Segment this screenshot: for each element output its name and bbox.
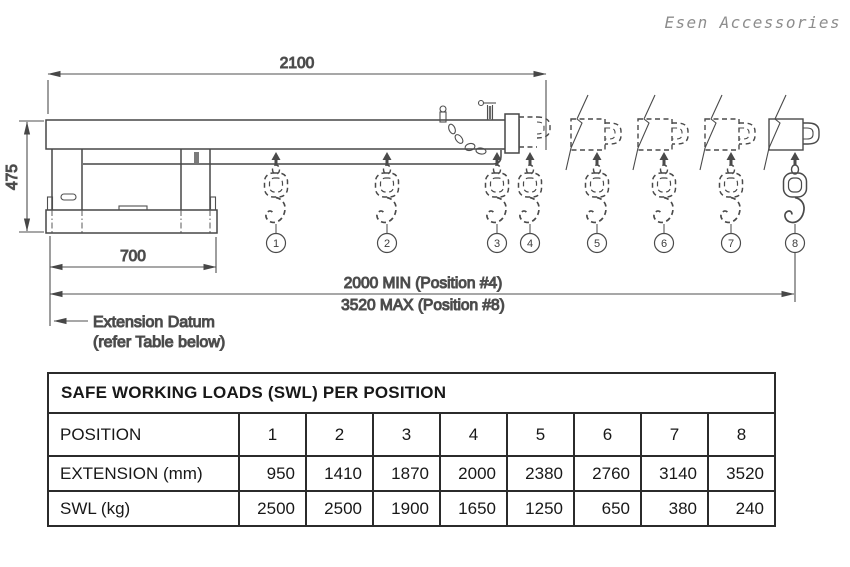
boom-inner-tube-line — [83, 150, 501, 164]
boom-collar — [505, 114, 519, 153]
position-balloons — [267, 234, 805, 253]
datum-label-line2: (refer Table below) — [93, 334, 226, 351]
table-cell: 240 — [708, 491, 775, 526]
position-balloon — [267, 234, 286, 253]
extension-datum-callout — [54, 314, 225, 351]
table-cell: 1410 — [306, 456, 373, 491]
dimension-height — [4, 121, 44, 232]
dim-label-700: 700 — [120, 248, 146, 265]
table-cell: 2500 — [306, 491, 373, 526]
hook-icon — [784, 152, 807, 233]
dimension-base-width — [50, 236, 216, 326]
svg-text:4: 4 — [526, 238, 534, 250]
dim-label-min: 2000 MIN (Position #4) — [343, 275, 503, 292]
table-cell: 2500 — [239, 491, 306, 526]
dim-label-max: 3520 MAX (Position #8) — [341, 297, 505, 314]
position-balloon — [488, 234, 507, 253]
svg-text:7: 7 — [727, 238, 735, 250]
svg-text:3: 3 — [493, 238, 501, 250]
table-row — [48, 413, 775, 456]
row-label: SWL (kg) — [48, 491, 239, 526]
table-cell: 1250 — [507, 491, 574, 526]
hook-icon — [586, 152, 609, 233]
position-balloon — [786, 234, 805, 253]
carriage-base — [46, 149, 217, 233]
table-title-row — [48, 373, 775, 413]
swl-table-rows — [48, 373, 775, 526]
table-cell: 380 — [641, 491, 708, 526]
svg-text:8: 8 — [791, 238, 799, 250]
position-balloon — [655, 234, 674, 253]
row-label: EXTENSION (mm) — [48, 456, 239, 491]
table-cell: 3520 — [708, 456, 775, 491]
table-title: SAFE WORKING LOADS (SWL) PER POSITION — [48, 373, 775, 413]
row-label: POSITION — [48, 413, 239, 456]
table-cell: 6 — [574, 413, 641, 456]
table-cell: 3140 — [641, 456, 708, 491]
dimension-min-max-extension — [50, 253, 795, 314]
table-cell: 5 — [507, 413, 574, 456]
position-balloon — [378, 234, 397, 253]
table-cell: 2380 — [507, 456, 574, 491]
position-balloon — [722, 234, 741, 253]
extension-end-positions — [566, 95, 819, 170]
fork-pocket-box — [46, 210, 217, 233]
table-cell: 1 — [239, 413, 306, 456]
table-cell: 2760 — [574, 456, 641, 491]
svg-text:6: 6 — [660, 238, 668, 250]
watermark-text: Esen Accessories — [664, 13, 841, 32]
dim-label-475: 475 — [4, 164, 21, 190]
hook-icon — [720, 152, 743, 233]
svg-text:5: 5 — [593, 238, 601, 250]
table-cell: 650 — [574, 491, 641, 526]
table-cell: 3 — [373, 413, 440, 456]
table-cell: 7 — [641, 413, 708, 456]
dim-label-2100: 2100 — [279, 55, 315, 72]
hook-icon — [653, 152, 676, 233]
datum-label-line1: Extension Datum — [93, 314, 215, 331]
table-row — [48, 491, 775, 526]
table-cell: 950 — [239, 456, 306, 491]
table-cell: 2 — [306, 413, 373, 456]
position-balloon — [521, 234, 540, 253]
position-balloon — [588, 234, 607, 253]
hook-icon — [519, 152, 542, 233]
pocket-pin — [194, 152, 199, 163]
table-cell: 4 — [440, 413, 507, 456]
table-cell: 1870 — [373, 456, 440, 491]
table-row — [48, 456, 775, 491]
table-cell: 2000 — [440, 456, 507, 491]
boom — [46, 101, 550, 165]
retracted-tip — [519, 117, 550, 147]
table-cell: 1650 — [440, 491, 507, 526]
svg-text:1: 1 — [272, 238, 280, 250]
swl-table — [47, 372, 776, 527]
table-cell: 1900 — [373, 491, 440, 526]
locking-pin — [479, 101, 497, 121]
svg-text:2: 2 — [383, 238, 391, 250]
table-cell: 8 — [708, 413, 775, 456]
boom-outer-tube — [46, 120, 519, 149]
slot-detail — [61, 194, 76, 200]
